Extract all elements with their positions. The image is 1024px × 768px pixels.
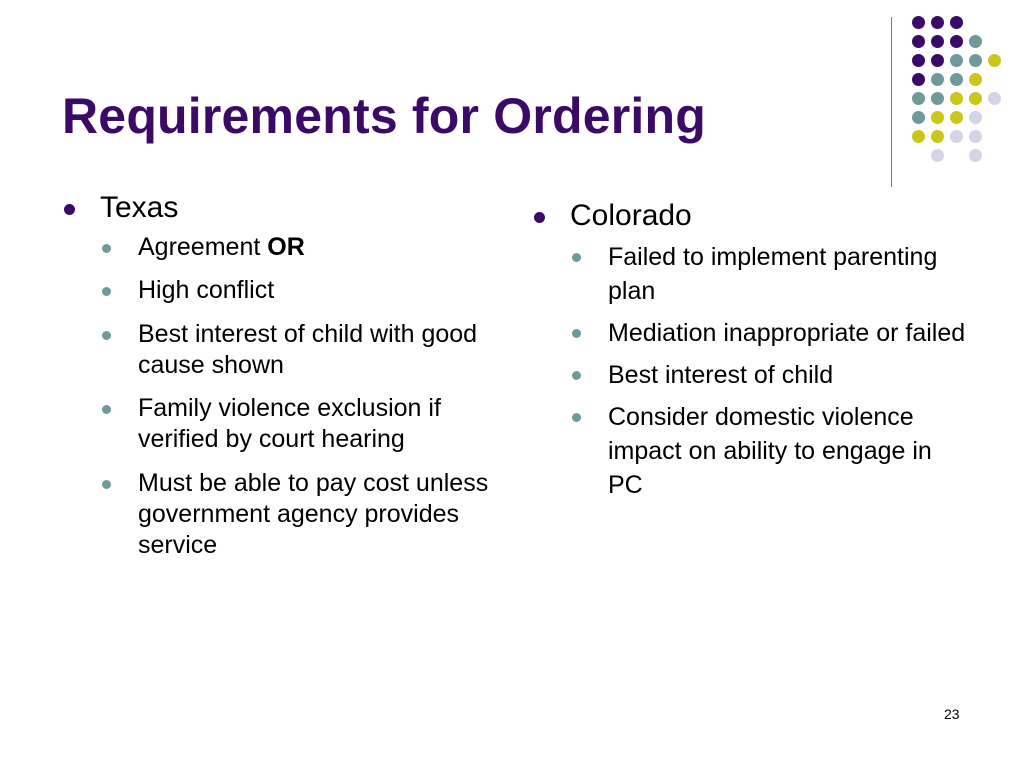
decorative-dot bbox=[931, 73, 944, 86]
decorative-dot bbox=[950, 130, 963, 143]
bullet-icon bbox=[572, 371, 581, 380]
list-item-text: Best interest of child bbox=[608, 361, 834, 389]
list-item bbox=[570, 400, 972, 502]
bullet-icon bbox=[102, 287, 111, 296]
decorative-dot bbox=[969, 92, 982, 105]
bullet-icon bbox=[572, 413, 581, 422]
bullet-icon bbox=[64, 204, 75, 215]
list-item bbox=[100, 232, 502, 263]
decorative-dot bbox=[931, 16, 944, 29]
list-item-text: Agreement bbox=[138, 233, 268, 261]
colorado-column bbox=[532, 198, 972, 510]
bullet-icon bbox=[102, 405, 111, 414]
bullet-icon bbox=[102, 244, 111, 253]
decorative-dot bbox=[950, 92, 963, 105]
decorative-dot bbox=[912, 111, 925, 124]
bullet-icon bbox=[102, 331, 111, 340]
decorative-dot bbox=[969, 54, 982, 67]
list-item bbox=[100, 468, 502, 562]
decorative-dot bbox=[912, 73, 925, 86]
list-item-bold-text: OR bbox=[267, 233, 305, 261]
slide-title: Requirements for Ordering bbox=[62, 88, 706, 144]
decorative-dot bbox=[950, 54, 963, 67]
decorative-dot bbox=[969, 73, 982, 86]
decorative-dot bbox=[931, 35, 944, 48]
list-item-text: High conflict bbox=[138, 276, 275, 305]
decorative-dot bbox=[950, 111, 963, 124]
decorative-dot bbox=[969, 130, 982, 143]
colorado-heading-item bbox=[532, 198, 972, 502]
texas-requirements-list bbox=[100, 232, 502, 561]
bullet-icon bbox=[572, 253, 581, 262]
decorative-dot bbox=[912, 92, 925, 105]
decorative-dot bbox=[931, 149, 944, 162]
list-item bbox=[100, 275, 502, 306]
texas-heading: Texas bbox=[100, 191, 179, 224]
texas-heading-item bbox=[62, 190, 502, 561]
page-number: 23 bbox=[944, 706, 960, 722]
decorative-dot bbox=[912, 35, 925, 48]
list-item bbox=[570, 358, 972, 392]
decorative-dot bbox=[950, 73, 963, 86]
list-item-text: Failed to implement parenting plan bbox=[608, 243, 938, 305]
decorative-dot bbox=[988, 54, 1001, 67]
decorative-dot bbox=[969, 35, 982, 48]
list-item bbox=[570, 316, 972, 350]
decorative-dot bbox=[931, 130, 944, 143]
decorative-dot bbox=[988, 92, 1001, 105]
decorative-dot bbox=[931, 111, 944, 124]
colorado-heading: Colorado bbox=[570, 199, 692, 232]
decorative-dot bbox=[969, 111, 982, 124]
list-item bbox=[570, 240, 972, 308]
decorative-dot bbox=[931, 92, 944, 105]
decorative-divider-line bbox=[891, 17, 892, 187]
list-item-text: Best interest of child with good cause shown bbox=[138, 319, 478, 379]
decorative-dot bbox=[912, 130, 925, 143]
decorative-dot bbox=[912, 54, 925, 67]
list-item bbox=[100, 319, 502, 382]
decorative-dot bbox=[969, 149, 982, 162]
list-item-text: Family violence exclusion if verified by court hearing bbox=[138, 394, 441, 454]
bullet-icon bbox=[534, 212, 545, 223]
decorative-dot bbox=[950, 16, 963, 29]
decorative-dot bbox=[931, 54, 944, 67]
list-item-text: Consider domestic violence impact on ability to engage in PC bbox=[608, 403, 932, 499]
list-item-text: Must be able to pay cost unless government agency provides service bbox=[138, 468, 489, 559]
colorado-requirements-list bbox=[570, 240, 972, 502]
decorative-dot bbox=[950, 35, 963, 48]
list-item-text: Mediation inappropriate or failed bbox=[608, 319, 966, 347]
list-item bbox=[100, 393, 502, 456]
bullet-icon bbox=[572, 329, 581, 338]
bullet-icon bbox=[102, 480, 111, 489]
decorative-dot bbox=[912, 16, 925, 29]
texas-column bbox=[62, 190, 502, 573]
